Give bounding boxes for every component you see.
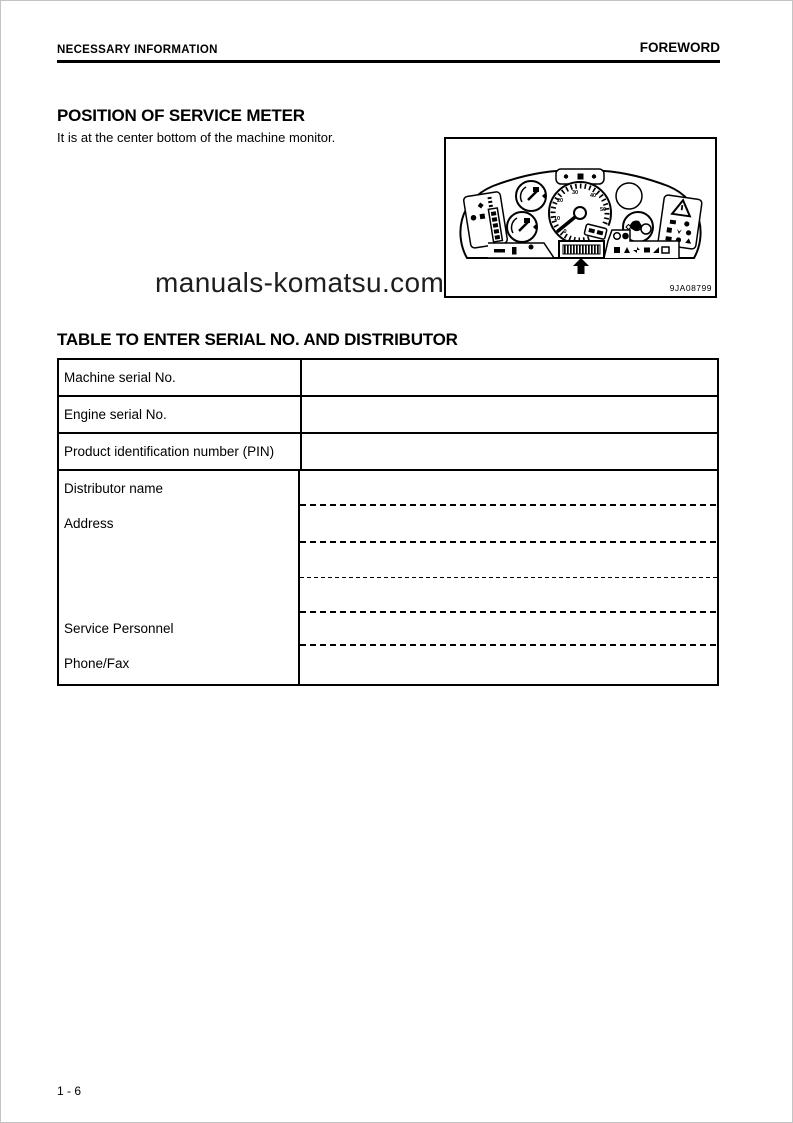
- machine-serial-value-cell: [302, 360, 717, 395]
- speedo-mark: 20: [556, 198, 564, 204]
- engine-serial-value-cell: [302, 397, 717, 432]
- service-personnel-label: Service Personnel: [64, 621, 174, 636]
- page-number: 1 - 6: [57, 1084, 82, 1098]
- speedo-mark: 40: [589, 193, 597, 199]
- table-row-engine-serial: [59, 397, 717, 434]
- service-meter-display: [559, 241, 604, 258]
- engine-serial-label: Engine serial No.: [59, 397, 302, 432]
- indicator-icon: [480, 214, 486, 220]
- center-lamp-icon: [578, 174, 584, 180]
- table-row-distributor: [59, 471, 717, 684]
- indicator-icon: [622, 233, 629, 240]
- table-row-pin: [59, 434, 717, 471]
- caution-icon: [670, 220, 676, 225]
- machine-serial-label: Machine serial No.: [59, 360, 302, 395]
- address-label: Address: [64, 516, 114, 531]
- write-in-line: [300, 611, 717, 613]
- header-divider: [57, 60, 720, 63]
- caution-icon: [666, 227, 672, 233]
- distributor-label-cell: [59, 471, 300, 684]
- write-in-line: [300, 541, 717, 543]
- clock-dial: [616, 183, 642, 209]
- header-chapter-label: FOREWORD: [639, 40, 720, 55]
- distributor-value-cell: [300, 471, 717, 684]
- dash-icon: [494, 249, 505, 253]
- figure-code-label: 9JA08799: [669, 283, 712, 293]
- bottom-left-panel: [488, 243, 554, 258]
- watermark-text: manuals-komatsu.com: [155, 267, 445, 298]
- serial-number-table: [57, 358, 719, 686]
- pin-label: Product identification number (PIN): [59, 434, 302, 469]
- phone-fax-label: Phone/Fax: [64, 656, 130, 671]
- machine-monitor-figure: [444, 137, 717, 298]
- header-section-label: NECESSARY INFORMATION: [57, 44, 218, 56]
- turn-signal-left-icon: [564, 174, 568, 178]
- dot-icon: [529, 245, 534, 250]
- switch-icon: [512, 247, 517, 255]
- torque-converter-temperature-gauge: [507, 212, 538, 242]
- coolant-temperature-gauge: [516, 181, 547, 211]
- speedo-mark: 10: [553, 216, 561, 222]
- speedo-mark: 0: [563, 229, 567, 235]
- turn-signal-right-icon: [592, 174, 596, 178]
- section-title-serial-table: TABLE TO ENTER SERIAL NO. AND DISTRIBUTOR: [57, 330, 458, 349]
- service-meter-description: It is at the center bottom of the machine monitor.: [57, 130, 336, 145]
- section-title-service-meter: POSITION OF SERVICE METER: [57, 106, 305, 125]
- speedo-mark: 30: [571, 190, 579, 196]
- needle-hub: [574, 207, 586, 219]
- speedo-mark: 50: [599, 207, 607, 213]
- pin-value-cell: [302, 434, 717, 469]
- write-in-line: [300, 577, 717, 578]
- left-indicator-panel: [463, 191, 508, 248]
- write-in-line: [300, 504, 717, 506]
- write-in-line: [300, 644, 717, 646]
- distributor-name-label: Distributor name: [64, 481, 164, 496]
- table-row-machine-serial: [59, 360, 717, 397]
